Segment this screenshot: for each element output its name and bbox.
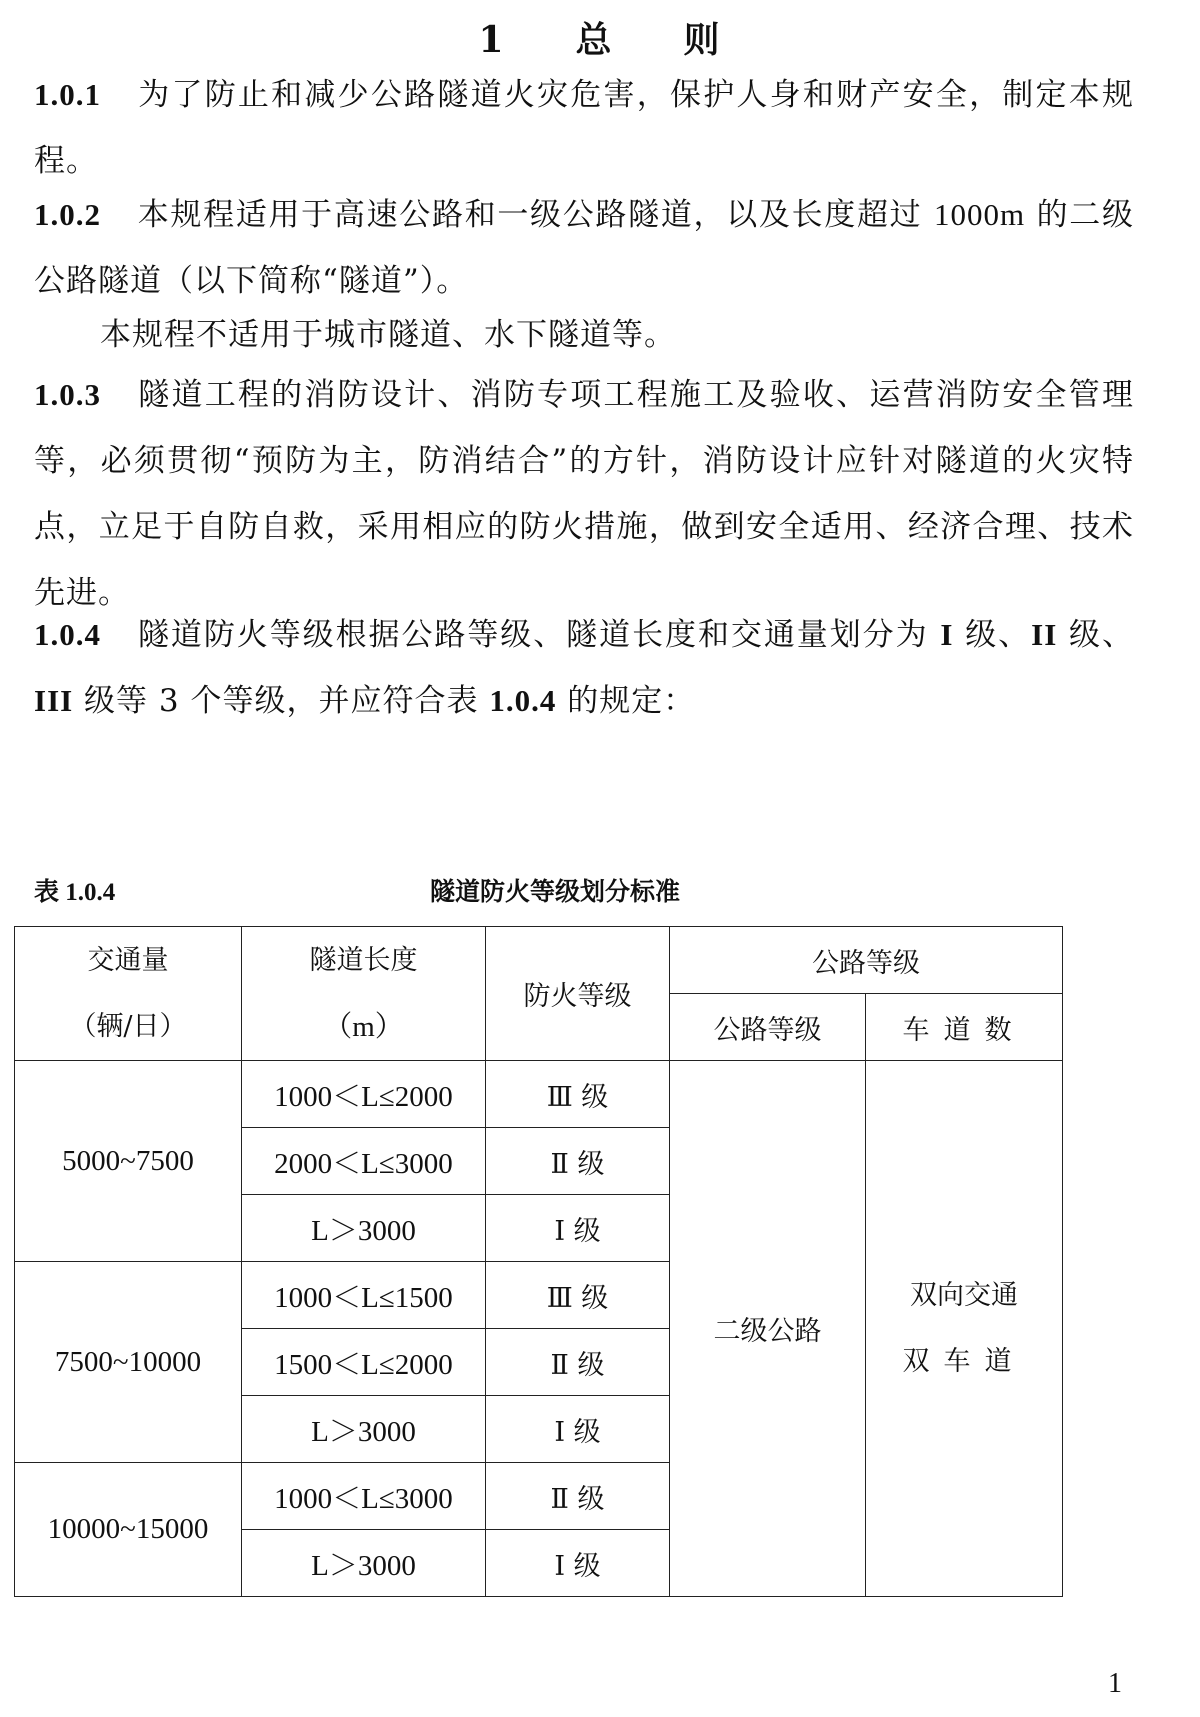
clause-number: 1.0.3 xyxy=(34,377,101,412)
cell-grade: Ⅲ 级 xyxy=(486,1061,670,1128)
cell-lanes: 双向交通 双车道 xyxy=(866,1061,1063,1597)
clause-text: 隧道工程的消防设计、消防专项工程施工及验收、运营消防安全管理等，必须贯彻“预防为主，防消结合”的方针，消防设计应针对隧道的火灾特点，立足于自防自救，采用相应的防火措施，做到安全适用、经济合理、技术先进。 xyxy=(34,377,1134,611)
cell-length: 1500＜L≤2000 xyxy=(242,1329,486,1396)
fire-grade-table xyxy=(14,926,1063,1597)
table-header-row xyxy=(15,927,1063,994)
header-road-group: 公路等级 xyxy=(670,927,1063,994)
cell-grade: Ⅱ 级 xyxy=(486,1128,670,1195)
cell-grade: Ⅱ 级 xyxy=(486,1463,670,1530)
cell-traffic: 10000~15000 xyxy=(15,1463,242,1597)
table-caption: 隧道防火等级划分标准 xyxy=(430,877,681,906)
header-road-class: 公路等级 xyxy=(670,994,866,1061)
chapter-title-a: 总 xyxy=(575,19,614,61)
cell-grade: Ⅰ 级 xyxy=(486,1396,670,1463)
chapter-title xyxy=(0,12,1200,63)
clause-1-0-4: 1.0.4 隧道防火等级根据公路等级、隧道长度和交通量划分为 I 级、II 级、III 级等 3 个等级，并应符合表 1.0.4 的规定： xyxy=(34,617,1135,719)
page-number: 1 xyxy=(1108,1668,1122,1699)
clause-number: 1.0.4 xyxy=(34,617,101,652)
cell-traffic: 7500~10000 xyxy=(15,1262,242,1463)
clause-1-0-3 xyxy=(34,362,1134,626)
chapter-title-b: 则 xyxy=(683,19,722,61)
clause-1-0-2: 1.0.2 本规程适用于高速公路和一级公路隧道，以及长度超过 1000m 的二级公路隧道（以下简称“隧道”）。 xyxy=(34,197,1135,299)
cell-traffic: 5000~7500 xyxy=(15,1061,242,1262)
header-lanes: 车道数 xyxy=(866,994,1063,1061)
cell-road-class: 二级公路 xyxy=(670,1061,866,1597)
cell-grade: Ⅰ 级 xyxy=(486,1195,670,1262)
clause-number: 1.0.2 xyxy=(34,197,101,232)
header-traffic: 交通量 （辆/日） xyxy=(15,927,242,1061)
clause-1-0-2-note xyxy=(100,302,1130,368)
clause-1-0-1 xyxy=(34,62,1134,194)
cell-length: 1000＜L≤3000 xyxy=(242,1463,486,1530)
cell-length: 1000＜L≤2000 xyxy=(242,1061,486,1128)
cell-grade: Ⅲ 级 xyxy=(486,1262,670,1329)
cell-grade: Ⅰ 级 xyxy=(486,1530,670,1597)
cell-length: L＞3000 xyxy=(242,1396,486,1463)
cell-length: 2000＜L≤3000 xyxy=(242,1128,486,1195)
header-length: 隧道长度 （m） xyxy=(242,927,486,1061)
table-row xyxy=(15,1061,1063,1128)
header-grade: 防火等级 xyxy=(486,927,670,1061)
chapter-number: 1 xyxy=(478,19,506,61)
cell-grade: Ⅱ 级 xyxy=(486,1329,670,1396)
table-label: 表 1.0.4 xyxy=(34,879,116,906)
clause-number: 1.0.1 xyxy=(34,77,101,112)
clause-text: 本规程不适用于城市隧道、水下隧道等。 xyxy=(100,317,676,353)
cell-length: L＞3000 xyxy=(242,1530,486,1597)
clause-text: 为了防止和减少公路隧道火灾危害，保护人身和财产安全，制定本规程。 xyxy=(34,77,1134,179)
cell-length: 1000＜L≤1500 xyxy=(242,1262,486,1329)
cell-length: L＞3000 xyxy=(242,1195,486,1262)
